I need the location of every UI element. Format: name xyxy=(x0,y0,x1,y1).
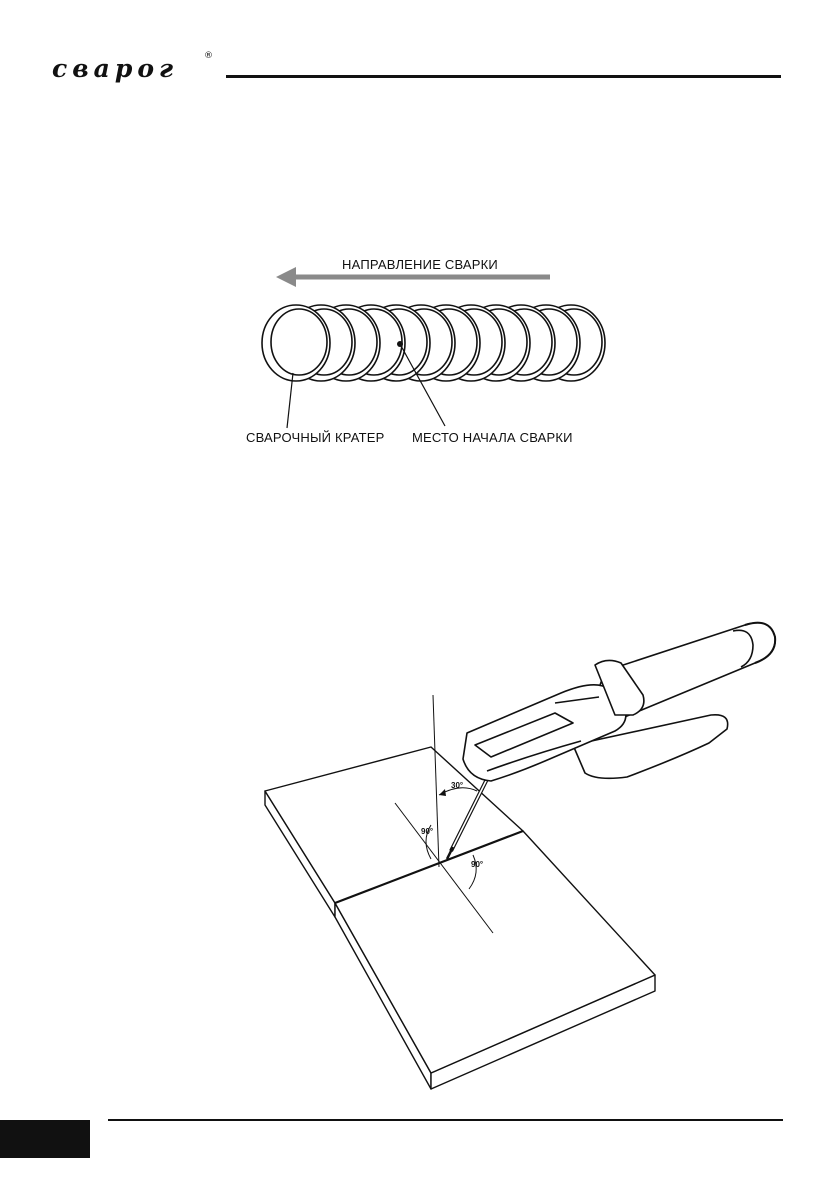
weld-ripple-inner xyxy=(271,309,327,375)
brand-registered-mark: ® xyxy=(204,51,213,61)
page-number-tab xyxy=(0,1120,90,1158)
angle-90-left-label: 90° xyxy=(421,827,434,836)
angle-90-right-label: 90° xyxy=(471,860,484,869)
weld-ripples xyxy=(262,305,605,381)
start-point-dot xyxy=(397,341,403,347)
header-rule xyxy=(226,75,781,78)
electrode-holder xyxy=(463,623,775,781)
brand-logo-text: свapог xyxy=(52,54,179,83)
electrode-angle-figure xyxy=(255,605,795,1095)
weld-bead-figure xyxy=(230,250,610,460)
footer-rule xyxy=(108,1119,783,1121)
direction-label: НАПРАВЛЕНИЕ СВАРКИ xyxy=(342,257,498,272)
crater-label: СВАРОЧНЫЙ КРАТЕР xyxy=(246,430,385,445)
brand-logo xyxy=(52,52,212,88)
angle-30-label: 30° xyxy=(451,781,464,790)
start-label: МЕСТО НАЧАЛА СВАРКИ xyxy=(412,430,573,445)
